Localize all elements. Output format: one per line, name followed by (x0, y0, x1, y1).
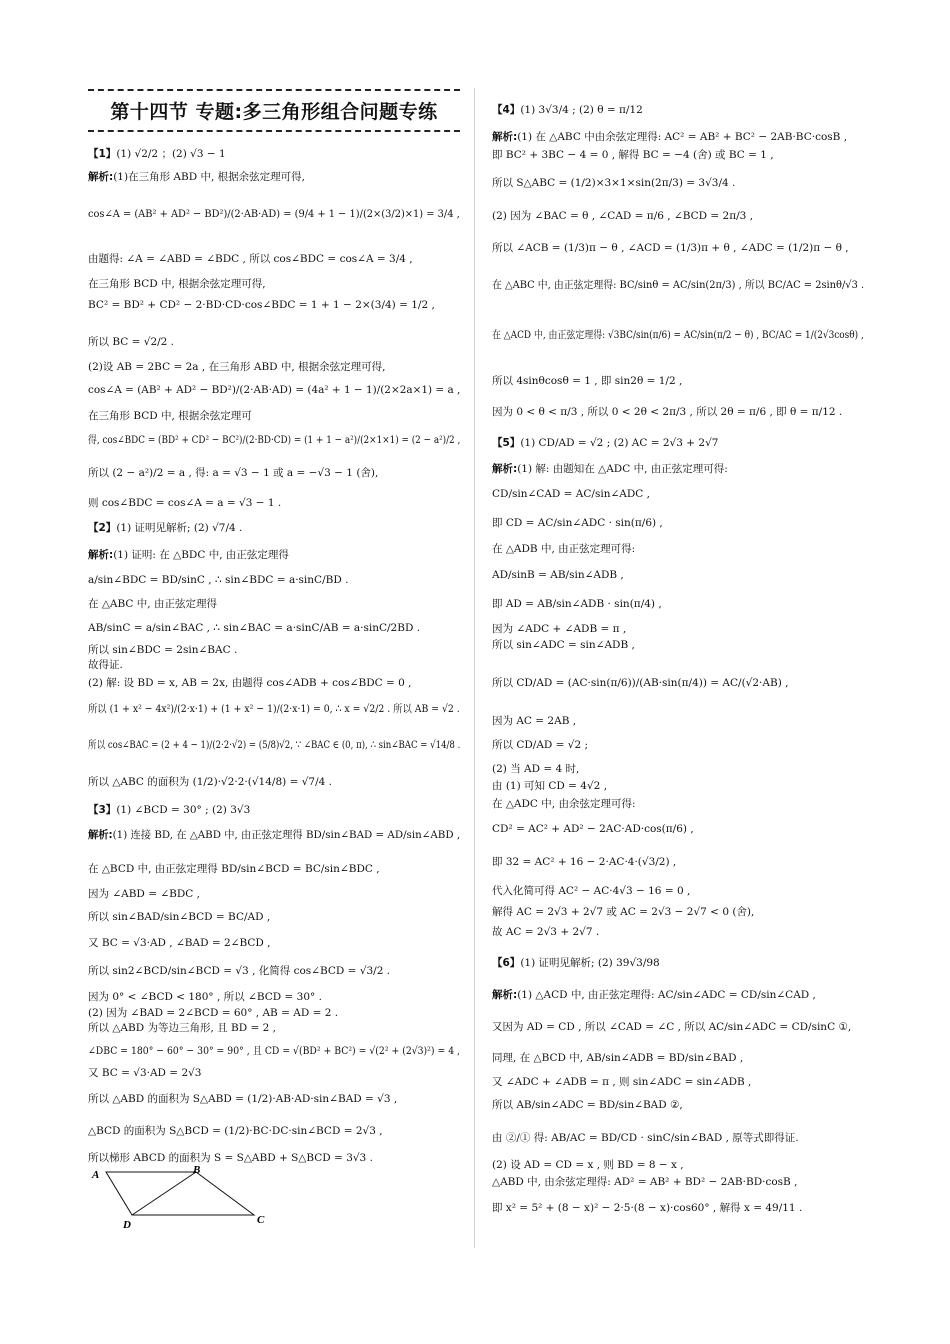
text-line: 即 32 = AC² + 16 − 2·AC·4·(√3/2) , (492, 856, 677, 868)
text-line: ∠DBC = 180° − 60° − 30° = 90° , 且 CD = √(BD² + BC²) = √(2² + (2√3)²) = 4 , (88, 1045, 460, 1057)
text-line: 【5】(1) CD/AD = √2 ; (2) AC = 2√3 + 2√7 (492, 437, 719, 449)
text-line: 所以 cos∠BAC = (2 + 4 − 1)/(2·2·√2) = (5/8)√2, ∵ ∠BAC ∈ (0, π), ∴ sin∠BAC = √14/8 . (88, 739, 461, 751)
text-line: 得, cos∠BDC = (BD² + CD² − BC²)/(2·BD·CD) = (1 + 1 − a²)/(2×1×1) = (2 − a²)/2 , (88, 434, 461, 446)
text-line: 由 ②/① 得: AB/AC = BD/CD · sinC/sin∠BAD , 原等式即得证. (492, 1132, 799, 1144)
text-line: CD² = AC² + AD² − 2AC·AD·cos(π/6) , (492, 823, 694, 835)
text-line: 故得证. (88, 659, 123, 671)
text-line: 所以 sin∠ADC = sin∠ADB , (492, 639, 635, 651)
text-line: 所以 (2 − a²)/2 = a , 得: a = √3 − 1 或 a = −√3 − 1 (舍), (88, 467, 379, 479)
text-line: 因为 0 < θ < π/3 , 所以 0 < 2θ < 2π/3 , 所以 2θ = π/6 , 即 θ = π/12 . (492, 406, 843, 418)
text-line: 解析:(1) 证明: 在 △BDC 中, 由正弦定理得 (88, 549, 289, 561)
text-line: 则 cos∠BDC = cos∠A = a = √3 − 1 . (88, 497, 282, 509)
text-line: 因为 ∠ADC + ∠ADB = π , (492, 623, 627, 635)
section-label: 解析: (492, 131, 518, 143)
text-line: 同理, 在 △BCD 中, AB/sin∠ADB = BD/sin∠BAD , (492, 1052, 744, 1064)
text-line: △ABD 中, 由余弦定理得: AD² = AB² + BD² − 2AB·BD·cosB , (492, 1176, 798, 1188)
text-line: 在三角形 BCD 中, 根据余弦定理可得, (88, 278, 266, 290)
text-line: 故 AC = 2√3 + 2√7 . (492, 926, 600, 938)
text-line: a/sin∠BDC = BD/sinC , ∴ sin∠BDC = a·sinC/BD . (88, 574, 349, 586)
text-line: 即 CD = AC/sin∠ADC · sin(π/6) , (492, 517, 663, 529)
text-line: (2) 当 AD = 4 时, (492, 763, 580, 775)
text-line: 解析:(1) △ACD 中, 由正弦定理得: AC/sin∠ADC = CD/sin∠CAD , (492, 989, 816, 1001)
text-line: 解析:(1) 连接 BD, 在 △ABD 中, 由正弦定理得 BD/sin∠BAD = AD/sin∠ABD , (88, 829, 461, 841)
section-label: 【1】 (88, 148, 117, 160)
text-line: 解得 AC = 2√3 + 2√7 或 AC = 2√3 − 2√7 < 0 (舍), (492, 906, 755, 918)
text-line: 所以 4sinθcosθ = 1 , 即 sin2θ = 1/2 , (492, 375, 683, 387)
text-line: 【4】(1) 3√3/4 ; (2) θ = π/12 (492, 104, 643, 116)
text-line: 因为 0° < ∠BCD < 180° , 所以 ∠BCD = 30° . (88, 991, 322, 1003)
text-line: 又因为 AD = CD , 所以 ∠CAD = ∠C , 所以 AC/sin∠ADC = CD/sinC ①, (492, 1021, 852, 1033)
text-line: 即 AD = AB/sin∠ADB · sin(π/4) , (492, 598, 662, 610)
text-line: (2) 解: 设 BD = x, AB = 2x, 由题得 cos∠ADB + cos∠BDC = 0 , (88, 677, 412, 689)
text-line: 即 x² = 5² + (8 − x)² − 2·5·(8 − x)·cos60° , 解得 x = 49/11 . (492, 1202, 803, 1214)
text-line: 又 ∠ADC + ∠ADB = π , 则 sin∠ADC = sin∠ADB , (492, 1076, 752, 1088)
vertex-label-c: C (257, 1214, 265, 1226)
section-label: 【3】 (88, 804, 117, 816)
text-line: 在 △ABC 中, 由正弦定理得 (88, 598, 217, 610)
vertex-label-a: A (92, 1169, 100, 1181)
text-line: 所以 (1 + x² − 4x²)/(2·x·1) + (1 + x² − 1)/(2·x·1) = 0, ∴ x = √2/2 . 所以 AB = √2 . (88, 703, 460, 715)
text-line: 又 BC = √3·AD , ∠BAD = 2∠BCD , (88, 937, 271, 949)
text-line: 解析:(1)在三角形 ABD 中, 根据余弦定理可得, (88, 171, 305, 183)
text-line: BC² = BD² + CD² − 2·BD·CD·cos∠BDC = 1 + 1 − 2×(3/4) = 1/2 , (88, 299, 435, 311)
text-line: AD/sinB = AB/sin∠ADB , (492, 569, 624, 581)
text-line: 在 △BCD 中, 由正弦定理得 BD/sin∠BCD = BC/sin∠BDC , (88, 863, 380, 875)
text-line: 解析:(1) 在 △ABC 中由余弦定理得: AC² = AB² + BC² − 2AB·BC·cosB , (492, 131, 848, 143)
vertex-label-b: B (193, 1164, 201, 1176)
text-line: 所以 sin∠BDC = 2sin∠BAC . (88, 644, 238, 656)
text-line: 即 BC² + 3BC − 4 = 0 , 解得 BC = −4 (舍) 或 BC = 1 , (492, 149, 774, 161)
text-line: 在 △ADB 中, 由正弦定理可得: (492, 543, 636, 555)
text-line: 在 △ADC 中, 由余弦定理可得: (492, 798, 636, 810)
text-line: 所以 AB/sin∠ADC = BD/sin∠BAD ②, (492, 1099, 683, 1111)
page-title: 第十四节 专题:多三角形组合问题专练 (110, 101, 438, 123)
text-line: 所以 sin∠BAD/sin∠BCD = BC/AD , (88, 911, 271, 923)
text-line: 【3】(1) ∠BCD = 30° ; (2) 3√3 (88, 804, 251, 816)
text-line: 在三角形 BCD 中, 根据余弦定理可 (88, 410, 252, 422)
text-line: cos∠A = (AB² + AD² − BD²)/(2·AB·AD) = (9/4 + 1 − 1)/(2×(3/2)×1) = 3/4 , (88, 208, 460, 220)
text-line: 【2】(1) 证明见解析; (2) √7/4 . (88, 522, 243, 534)
text-line: △BCD 的面积为 S△BCD = (1/2)·BC·DC·sin∠BCD = 2√3 , (88, 1125, 383, 1137)
text-line: 解析:(1) 解: 由题知在 △ADC 中, 由正弦定理可得: (492, 463, 728, 475)
text-line: (2)设 AB = 2BC = 2a , 在三角形 ABD 中, 根据余弦定理可得, (88, 361, 386, 373)
text-line: 代入化简可得 AC² − AC·4√3 − 16 = 0 , (492, 885, 691, 897)
title-rule-bottom (88, 130, 460, 132)
section-label: 【4】 (492, 104, 521, 116)
section-label: 【2】 (88, 522, 117, 534)
text-line: 所以 sin2∠BCD/sin∠BCD = √3 , 化简得 cos∠BCD = √3/2 . (88, 965, 391, 977)
text-line: 又 BC = √3·AD = 2√3 (88, 1067, 202, 1079)
text-line: CD/sin∠CAD = AC/sin∠ADC , (492, 488, 650, 500)
text-line: 所以 △ABD 为等边三角形, 且 BD = 2 , (88, 1022, 276, 1034)
section-label: 【6】 (492, 957, 521, 969)
text-line: 所以 △ABD 的面积为 S△ABD = (1/2)·AB·AD·sin∠BAD = √3 , (88, 1093, 398, 1105)
vertex-label-d: D (123, 1219, 131, 1231)
text-line: (2) 设 AD = CD = x , 则 BD = 8 − x , (492, 1159, 684, 1171)
section-label: 解析: (88, 171, 114, 183)
text-line: 由 (1) 可知 CD = 4√2 , (492, 780, 608, 792)
text-line: 所以 CD/AD = (AC·sin(π/6))/(AB·sin(π/4)) = AC/(√2·AB) , (492, 677, 789, 689)
text-line: AB/sinC = a/sin∠BAC , ∴ sin∠BAC = a·sinC/AB = a·sinC/2BD . (88, 622, 421, 634)
section-label: 解析: (492, 463, 518, 475)
text-line: 【1】(1) √2/2 ；(2) √3 − 1 (88, 148, 226, 160)
text-line: 所以 BC = √2/2 . (88, 336, 175, 348)
section-label: 解析: (492, 989, 518, 1001)
text-line: (2) 因为 ∠BAD = 2∠BCD = 60° , AB = AD = 2 . (88, 1007, 339, 1019)
text-line: 所以 S△ABC = (1/2)×3×1×sin(2π/3) = 3√3/4 . (492, 177, 736, 189)
column-divider (474, 88, 475, 1248)
text-line: 所以 ∠ACB = (1/3)π − θ , ∠ACD = (1/3)π + θ , ∠ADC = (1/2)π − θ , (492, 242, 849, 254)
section-label: 【5】 (492, 437, 521, 449)
text-line: 所以 CD/AD = √2 ; (492, 739, 589, 751)
text-line: 在 △ACD 中, 由正弦定理得: √3BC/sin(π/6) = AC/sin(π/2 − θ) , BC/AC = 1/(2√3cosθ) , (492, 329, 864, 341)
trapezoid-figure (90, 1162, 270, 1232)
text-line: 所以梯形 ABCD 的面积为 S = S△ABD + S△BCD = 3√3 . (88, 1152, 373, 1164)
text-line: cos∠A = (AB² + AD² − BD²)/(2·AB·AD) = (4a² + 1 − 1)/(2×2a×1) = a , (88, 384, 461, 396)
text-line: (2) 因为 ∠BAC = θ , ∠CAD = π/6 , ∠BCD = 2π/3 , (492, 210, 754, 222)
text-line: 所以 △ABC 的面积为 (1/2)·√2·2·(√14/8) = √7/4 . (88, 776, 332, 788)
text-line: 由题得: ∠A = ∠ABD = ∠BDC , 所以 cos∠BDC = cos∠A = 3/4 , (88, 253, 413, 265)
text-line: 因为 AC = 2AB , (492, 715, 577, 727)
title-rule-top (88, 89, 460, 91)
section-label: 解析: (88, 829, 113, 841)
text-line: 在 △ABC 中, 由正弦定理得: BC/sinθ = AC/sin(2π/3) , 所以 BC/AC = 2sinθ/√3 . (492, 279, 865, 291)
section-label: 解析: (88, 549, 114, 561)
text-line: 因为 ∠ABD = ∠BDC , (88, 888, 200, 900)
text-line: 【6】(1) 证明见解析; (2) 39√3/98 (492, 957, 660, 969)
